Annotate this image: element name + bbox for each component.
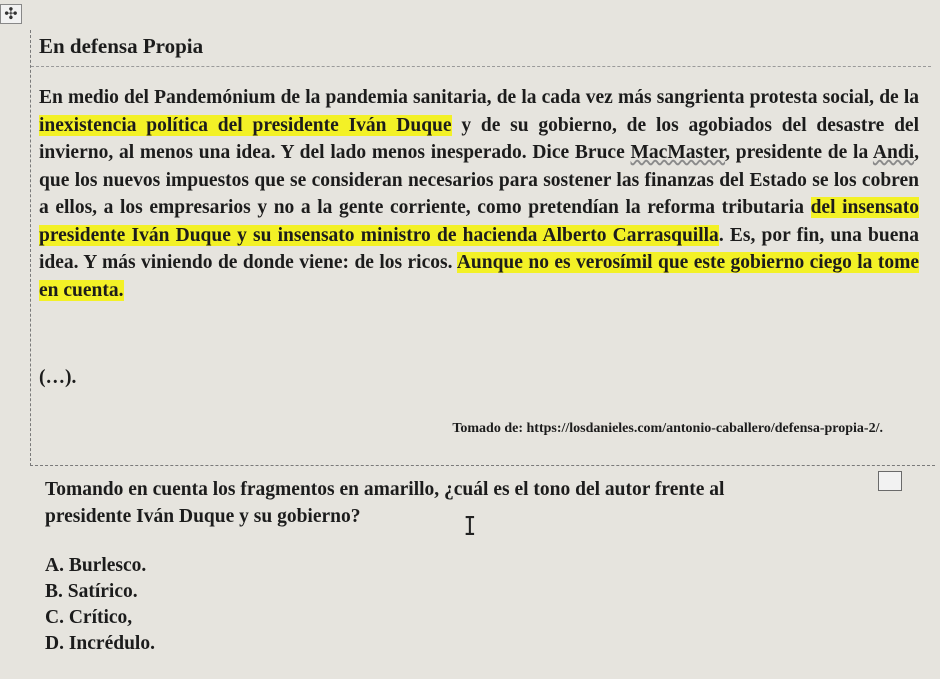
text-cursor-icon: I [463,512,477,542]
passage-segment: En medio del Pandemónium de la pandemia sanitaria, de la cada vez más sangrienta protesta social, de la [39,87,919,108]
source-citation: Tomado de: https://losdanieles.com/antonio-caballero/defensa-propia-2/. [452,421,883,436]
spellcheck-word: MacMaster [630,142,726,163]
highlighted-fragment-2: del insensato presidente Iván Duque y su insensato ministro de hacienda Alberto Carrasquilla [39,197,920,246]
option-d[interactable]: D. Incrédulo. [45,633,155,654]
highlighted-fragment-1: inexistencia política del presidente Iván Duque [39,114,452,136]
option-c[interactable]: C. Crítico, [45,607,133,628]
option-a[interactable]: A. Burlesco. [45,555,147,576]
move-handle-icon[interactable]: ✣ [0,4,22,24]
document-box [30,30,935,466]
option-b[interactable]: B. Satírico. [45,581,138,602]
passage-text [39,84,919,304]
answer-checkbox[interactable] [878,471,902,491]
passage-segment: y de su gobierno, de los agobiados del desastre del invierno, al menos una idea. Y del lado menos inesperado. Dice Bruce [39,114,919,163]
highlighted-fragment-3: Aunque no es verosímil que este gobierno ciego la tome en cuenta. [39,252,919,301]
passage-ellipsis: (…). [39,367,77,388]
title-divider [31,66,931,67]
passage-segment: , que los nuevos impuestos que se consideran necesarios para sostener las finanzas del Estado se los cobren a ellos, a los empresarios y no a la gente corriente, como pretendían la reforma tributaria [39,142,919,218]
answer-options [45,553,155,657]
passage-segment: . Es, por fin, una buena idea. Y más viniendo de donde viene: de los ricos. [39,224,919,273]
spellcheck-word: Andi [872,142,915,163]
document-title: En defensa Propia [39,34,204,58]
passage-segment: , presidente de la [725,142,873,163]
question-text: Tomando en cuenta los fragmentos en amarillo, ¿cuál es el tono del autor frente al presidente Iván Duque y su gobierno? [45,479,725,527]
